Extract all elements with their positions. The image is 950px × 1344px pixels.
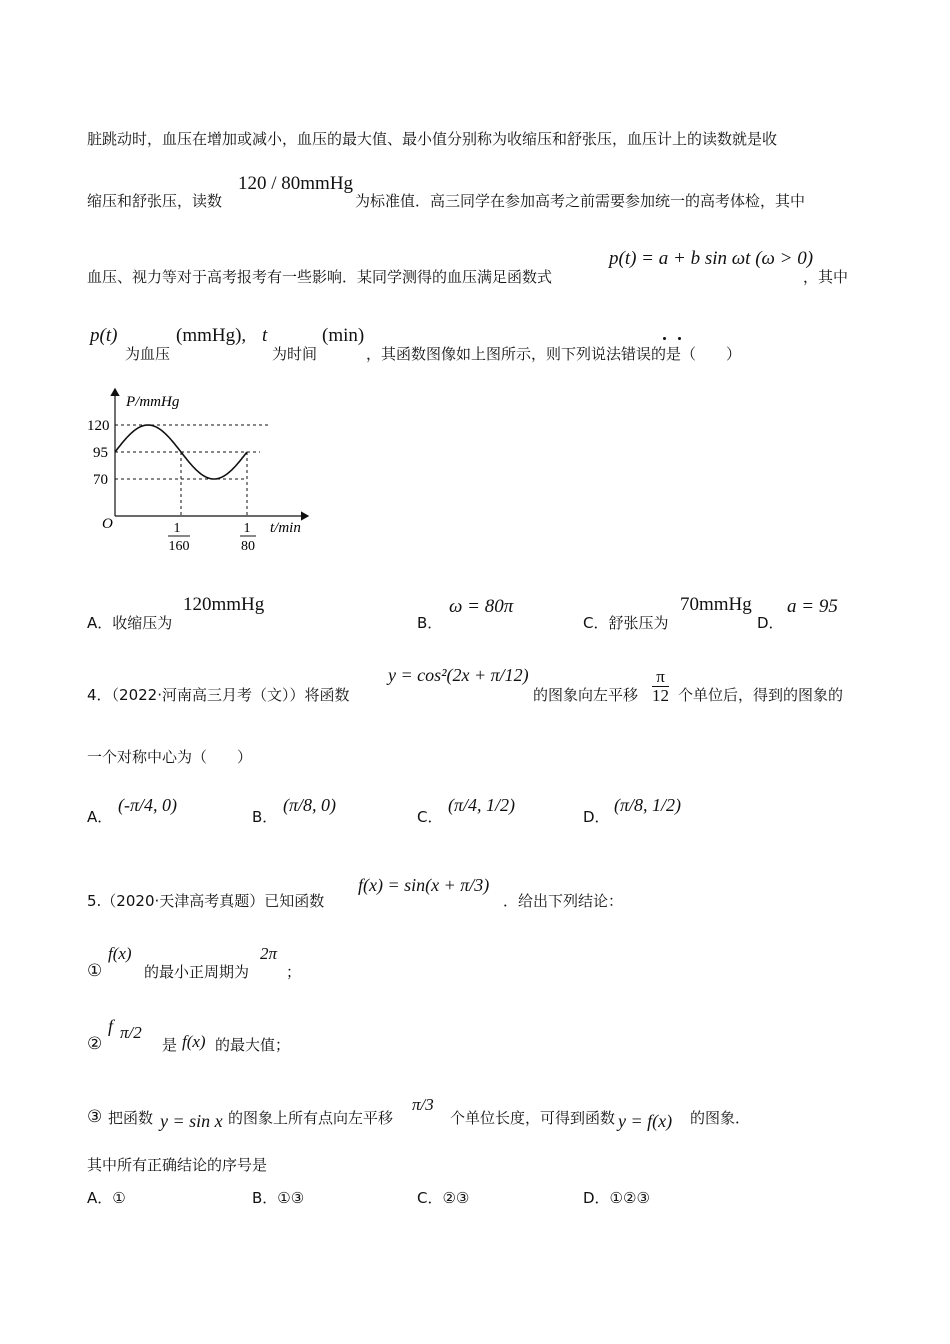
emphasis-dot: [678, 337, 681, 340]
p5-s1-value: 2π: [260, 944, 278, 963]
p5-s1-text: 的最小正周期为: [144, 963, 250, 981]
p5-s1-mark: ①: [87, 961, 103, 981]
p5-function: f(x) = sin(x + π/3): [358, 875, 490, 895]
p4-option-d-value: (π/8, 1/2): [614, 795, 682, 815]
p3-line4b: 为时间: [272, 345, 318, 363]
p3-option-d-value: a = 95: [787, 596, 838, 617]
p3-option-b-label: B．: [417, 614, 443, 632]
p3-option-a-value: 120mmHg: [183, 594, 265, 615]
p3-unit-mmhg: (mmHg),: [176, 325, 247, 346]
origin-label: O: [102, 516, 113, 532]
p5-s2-text1: 是: [162, 1036, 178, 1054]
blood-pressure-chart: [80, 385, 320, 560]
p3-line3a: 血压、视力等对于高考报考有一些影响．某同学测得的血压满足函数式: [87, 268, 553, 286]
x-tick-1-80-num: 1: [243, 521, 251, 536]
p4-option-a-value: (-π/4, 0): [118, 795, 178, 815]
p5-s1-end: ；: [286, 963, 302, 981]
emphasis-dot: [663, 337, 666, 340]
p3-line3b: ，其中: [803, 268, 849, 286]
p5-option-d: D．①②③: [583, 1189, 650, 1207]
guide-lines: [115, 425, 270, 516]
p5-s3-text4: 的图象．: [690, 1109, 751, 1127]
p3-option-c-value: 70mmHg: [680, 594, 752, 615]
p3-unit-min: (min): [322, 325, 365, 346]
p3-option-b-value: ω = 80π: [449, 596, 514, 617]
p4-option-b-value: (π/8, 0): [283, 795, 337, 815]
p4-option-d-label: D．: [583, 808, 610, 826]
p3-line2a: 缩压和舒张压，读数: [87, 192, 223, 210]
x-tick-1-160-num: 1: [173, 521, 181, 536]
y-tick-95: 95: [93, 445, 108, 461]
p4-shift-den: 12: [652, 686, 669, 705]
p3-line4a: 为血压: [125, 345, 171, 363]
p3-line4c: ，其函数图像如上图所示，则下列说法错误的是（ ）: [366, 345, 742, 363]
y-axis-label: P/mmHg: [126, 394, 180, 410]
p3-function-formula: p(t) = a + b sin ωt (ω > 0): [609, 248, 814, 269]
p4-option-c-value: (π/4, 1/2): [448, 795, 516, 815]
p5-s3-func: y = sin x: [160, 1111, 223, 1131]
x-axis-label: t/min: [270, 520, 301, 536]
p3-standard-reading: 120 / 80mmHg: [238, 173, 354, 194]
p3-option-a-label: A．收缩压为: [87, 614, 173, 632]
p4-function: y = cos²(2x + π/12): [388, 665, 529, 685]
p5-s3-text2: 的图象上所有点向左平移: [228, 1109, 394, 1127]
p4-suffix: 个单位后，得到的图象的: [678, 686, 844, 704]
p5-s2-text2: 的最大值；: [215, 1036, 291, 1054]
p3-pt: p(t): [90, 325, 118, 346]
p4-option-a-label: A．: [87, 808, 113, 826]
p3-option-d-label: D．: [757, 614, 784, 632]
p5-prefix: 5.（2020·天津高考真题）已知函数: [87, 892, 325, 910]
p4-line2: 一个对称中心为（ ）: [87, 748, 253, 766]
p3-line2b: 为标准值．高三同学在参加高考之前需要参加统一的高考体检，其中: [355, 192, 806, 210]
p4-option-c-label: C．: [417, 808, 443, 826]
p4-option-b-label: B．: [252, 808, 278, 826]
p5-s3-text3: 个单位长度，可得到函数: [450, 1109, 616, 1127]
x-tick-1-80-den: 80: [241, 539, 255, 554]
p3-option-c-label: C．舒张压为: [583, 614, 669, 632]
y-tick-120: 120: [87, 418, 110, 434]
p5-s3-func2: y = f(x): [618, 1111, 673, 1131]
p5-s2-arg: π/2: [120, 1023, 142, 1042]
p5-question: 其中所有正确结论的序号是: [87, 1156, 268, 1174]
p4-prefix: 4．（2022·河南高三月考（文））将函数: [87, 686, 350, 704]
p3-line1: 脏跳动时，血压在增加或减小，血压的最大值、最小值分别称为收缩压和舒张压，血压计上的读数就是收: [87, 130, 778, 148]
p4-shift: [652, 668, 669, 705]
p5-s3-shift: π/3: [412, 1095, 434, 1114]
p5-option-c: C．②③: [417, 1189, 470, 1207]
p5-s2-mark: ②: [87, 1034, 103, 1054]
p5-option-b: B．①③: [252, 1189, 305, 1207]
p4-mid: 的图象向左平移: [533, 686, 639, 704]
p3-t: t: [262, 325, 268, 346]
p5-s1-fx: f(x): [108, 944, 132, 963]
p5-option-a: A．①: [87, 1189, 126, 1207]
p5-s2-fx: f(x): [182, 1032, 206, 1051]
p5-suffix: ．给出下列结论：: [503, 892, 624, 910]
p5-s3-mark: ③: [87, 1107, 103, 1127]
p5-s3-text1: 把函数: [108, 1109, 154, 1127]
p5-s2-f: f: [108, 1016, 114, 1036]
p4-shift-num: π: [652, 668, 669, 687]
y-tick-70: 70: [93, 472, 108, 488]
x-tick-1-160-den: 160: [168, 539, 190, 554]
